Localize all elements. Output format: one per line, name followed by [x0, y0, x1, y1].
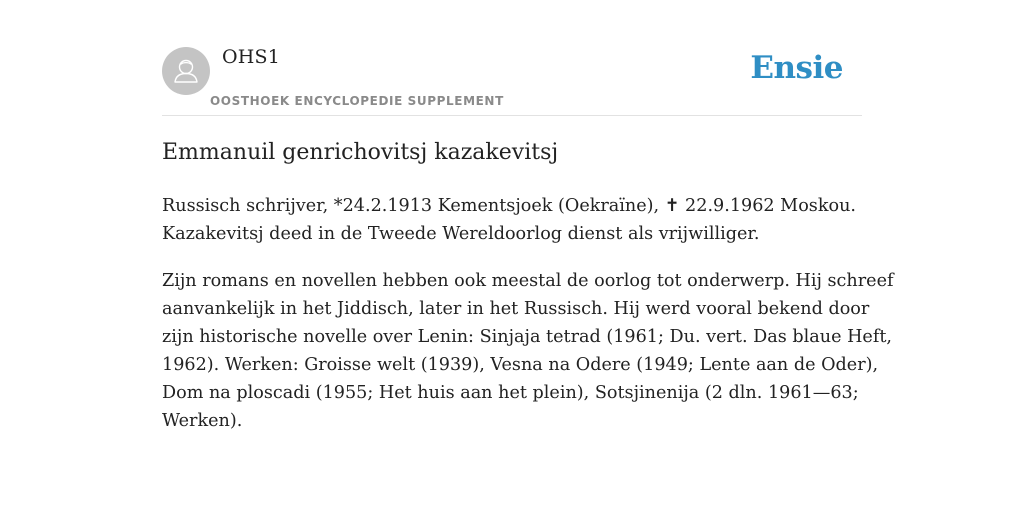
paragraph-line: zijn historische novelle over Lenin: Sinjaja tetrad (1961; Du. vert. Das blaue Heft, [162, 327, 893, 347]
paragraph-line: Werken). [162, 411, 243, 431]
author-name[interactable]: OHS1 [222, 46, 281, 68]
article-header [162, 0, 862, 116]
user-avatar-icon[interactable] [162, 47, 210, 95]
ensie-logo[interactable]: Ensie [750, 50, 843, 86]
paragraph-line: Dom na ploscadi (1955; Het huis aan het plein), Sotsjinenija (2 dln. 1961—63; [162, 383, 859, 403]
paragraph-line: Zijn romans en novellen hebben ook meestal de oorlog tot onderwerp. Hij schreef [162, 271, 894, 291]
article-title: Emmanuil genrichovitsj kazakevitsj [162, 140, 559, 165]
paragraph-line: Kazakevitsj deed in de Tweede Wereldoorlog dienst als vrijwilliger. [162, 224, 760, 244]
article-card [162, 0, 894, 431]
article-paragraph-1 [162, 192, 862, 248]
paragraph-line: Russisch schrijver, *24.2.1913 Kementsjoek (Oekraïne), ✝ 22.9.1962 Moskou. [162, 196, 856, 216]
article-paragraph-2 [162, 267, 894, 435]
source-label[interactable]: OOSTHOEK ENCYCLOPEDIE SUPPLEMENT [210, 94, 504, 108]
paragraph-line: 1962). Werken: Groisse welt (1939), Vesna na Odere (1949; Lente aan de Oder), [162, 355, 879, 375]
paragraph-line: aanvankelijk in het Jiddisch, later in het Russisch. Hij werd vooral bekend door [162, 299, 870, 319]
